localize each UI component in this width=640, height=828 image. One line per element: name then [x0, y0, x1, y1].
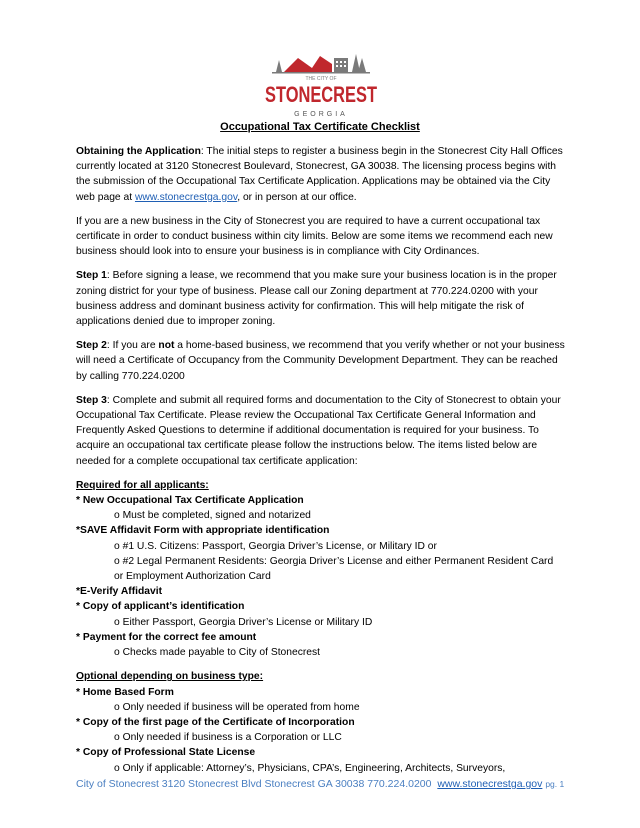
list-subitem: o Checks made payable to City of Stonecrest — [114, 647, 321, 659]
footer-address: City of Stonecrest 3120 Stonecrest Blvd Stonecrest GA 30038 770.224.0200 — [76, 778, 432, 790]
intro-text: : The initial steps to register a business begin in the Stonecrest City Hall Offices currently located at 3120 Stonecrest Boulevard, Stonecrest, GA 30038. The licensing process begins with the submission of the Occupational Tax Certificate Application. Applications may be obtained via the City web page at — [76, 146, 563, 203]
required-list — [76, 478, 570, 660]
page-footer — [76, 778, 576, 790]
step1-text: : Before signing a lease, we recommend that you make sure your business location is in the proper zoning district for your type of business. Please call our Zoning department at 770.224.0200 with your business address and dominant business activity for confirmation. This will help mitigate the risk of applications denied due to improper zoning. — [76, 270, 557, 328]
stonecrest-logo-graphic — [262, 46, 380, 122]
document-body — [76, 144, 570, 785]
logo-wordmark: STONECREST — [265, 82, 378, 107]
intro-label: Obtaining the Application — [76, 146, 201, 157]
list-item: * Copy of applicant’s identification — [76, 601, 245, 613]
step3-label: Step 3 — [76, 394, 107, 406]
step2-label: Step 2 — [76, 340, 107, 352]
step2-text: : If you are — [106, 340, 159, 352]
list-item: *SAVE Affidavit Form with appropriate identification — [76, 525, 330, 537]
list-item: * Home Based Form — [76, 686, 174, 698]
step1-label: Step 1 — [76, 270, 107, 282]
new-business-paragraph: If you are a new business in the City of Stonecrest you are required to have a current occupational tax certificate in order to conduct business within city limits. Below are some items we recommend each new business should look into to ensure your business is in compliance with City Ordinances. — [76, 215, 553, 258]
logo-state: GEORGIA — [294, 111, 348, 118]
intro-text-end: , or in person at our office. — [237, 191, 357, 203]
step2-emphasis: not — [158, 340, 175, 352]
list-item: * Copy of Professional State License — [76, 747, 256, 759]
list-item: * Payment for the correct fee amount — [76, 631, 257, 643]
step1-paragraph — [76, 268, 570, 329]
intro-paragraph — [76, 144, 570, 205]
list-item: * New Occupational Tax Certificate Application — [76, 495, 304, 507]
step3-text: : Complete and submit all required forms and documentation to the City of Stonecrest to obtain your Occupational Tax Certificate. Please review the Occupational Tax Certificate General Information and Frequently Asked Questions to determine if additional documentation is required for your business. To acquire an occupational tax certificate please follow the instructions below. The items listed below are needed for a complete occupational tax certificate application: — [76, 394, 561, 467]
footer-website-link[interactable]: www.stonecrestga.gov — [437, 778, 543, 790]
list-subitem: o Only if applicable: Attorney’s, Physicians, CPA’s, Engineering, Architects, Surveyors, — [114, 762, 506, 774]
list-subitem: o #2 Legal Permanent Residents: Georgia Driver’s License and either Permanent Resident Card — [114, 555, 554, 567]
list-item: *E-Verify Affidavit — [76, 586, 163, 598]
step2-text-end: a home-based business, we recommend that you verify whether or not your business will need a Certificate of Occupancy from the Community Development Department. They can be reached by calling 770.224.0200 — [76, 340, 565, 382]
list-subitem: o Only needed if business is a Corporation or LLC — [114, 732, 342, 744]
logo-tree — [276, 60, 282, 72]
list-subitem: o Only needed if business will be operated from home — [114, 701, 360, 713]
logo-tree — [358, 58, 366, 72]
optional-list — [76, 669, 570, 775]
step2-paragraph — [76, 338, 570, 384]
list-item: * Copy of the first page of the Certificate of Incorporation — [76, 716, 355, 728]
logo-roofline — [284, 56, 332, 72]
list-subitem: o #1 U.S. Citizens: Passport, Georgia Driver’s License, or Military ID or — [114, 540, 437, 552]
optional-heading: Optional depending on business type: — [76, 671, 264, 683]
required-heading: Required for all applicants: — [76, 479, 209, 491]
list-subitem: o Must be completed, signed and notarized — [114, 510, 311, 522]
page-title: Occupational Tax Certificate Checklist — [220, 121, 420, 133]
step3-paragraph — [76, 393, 570, 469]
logo-city-of: THE CITY OF — [305, 76, 337, 82]
list-subitem: o Either Passport, Georgia Driver’s License or Military ID — [114, 616, 373, 628]
city-logo — [262, 46, 380, 122]
page-number: pg. 1 — [545, 779, 565, 789]
list-subitem-continued: or Employment Authorization Card — [114, 571, 271, 583]
city-website-link[interactable]: www.stonecrestga.gov — [134, 191, 238, 203]
